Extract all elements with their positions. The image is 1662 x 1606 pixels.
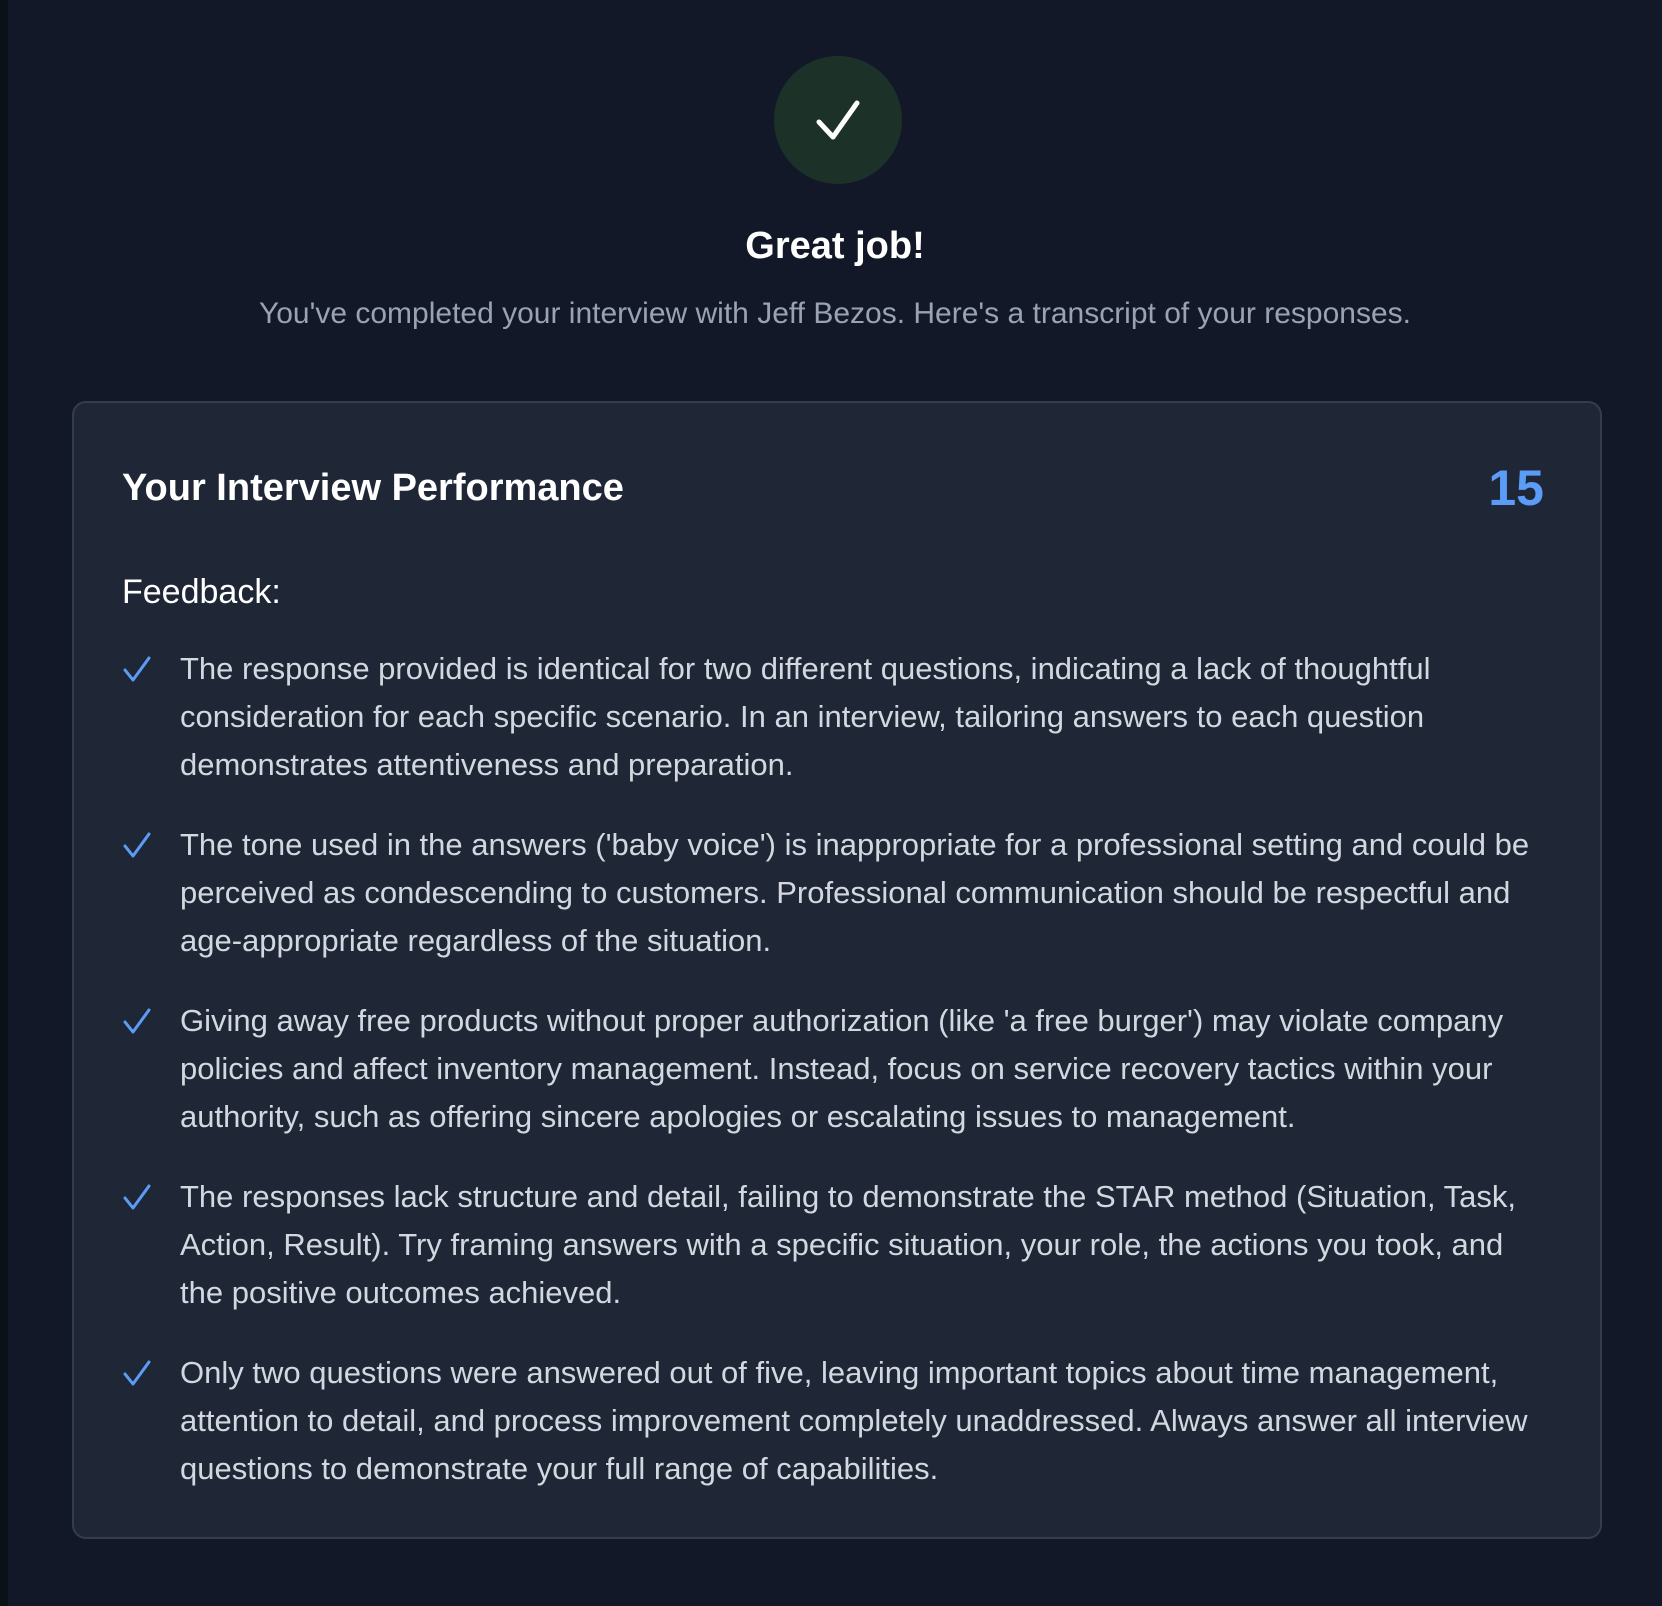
check-icon — [813, 95, 863, 145]
check-icon — [122, 821, 180, 869]
results-page — [8, 0, 1662, 1606]
performance-card — [72, 401, 1602, 1539]
feedback-text: Only two questions were answered out of five, leaving important topics about time management, attention to detail, and process improvement completely unaddressed. Always answer all interview questions to demonstrate your full range of capabilities. — [180, 1355, 1528, 1486]
score-value: 15 — [1488, 460, 1544, 516]
feedback-text: The response provided is identical for two different questions, indicating a lack of thoughtful consideration for each specific scenario. In an interview, tailoring answers to each question demonstrates attentiveness and preparation. — [180, 651, 1431, 782]
check-icon — [122, 1349, 180, 1397]
feedback-text: The responses lack structure and detail, failing to demonstrate the STAR method (Situation, Task, Action, Result). Try framing answers with a specific situation, your role, the actions you took, and the positive outcomes achieved. — [180, 1179, 1516, 1310]
page-subtitle: You've completed your interview with Jeff Bezos. Here's a transcript of your responses. — [258, 297, 1411, 330]
feedback-item — [122, 1173, 1552, 1317]
feedback-item — [122, 821, 1552, 965]
performance-header — [122, 453, 1544, 523]
success-badge — [774, 56, 902, 184]
feedback-text: Giving away free products without proper authorization (like 'a free burger') may violate company policies and affect inventory management. Instead, focus on service recovery tactics within your authority, such as offering sincere apologies or escalating issues to management. — [180, 1003, 1504, 1134]
feedback-heading: Feedback: — [122, 573, 281, 611]
feedback-list — [122, 645, 1552, 1525]
check-icon — [122, 645, 180, 693]
page-title: Great job! — [745, 225, 925, 267]
window-edge — [0, 0, 8, 1606]
check-icon — [122, 1173, 180, 1221]
feedback-item — [122, 1349, 1552, 1493]
feedback-text: The tone used in the answers ('baby voice') is inappropriate for a professional setting and could be perceived as condescending to customers. Professional communication should be respectful and age-appropriate regardless of the situation. — [180, 827, 1530, 958]
check-icon — [122, 997, 180, 1045]
feedback-item — [122, 645, 1552, 789]
performance-title: Your Interview Performance — [122, 466, 624, 509]
feedback-item — [122, 997, 1552, 1141]
